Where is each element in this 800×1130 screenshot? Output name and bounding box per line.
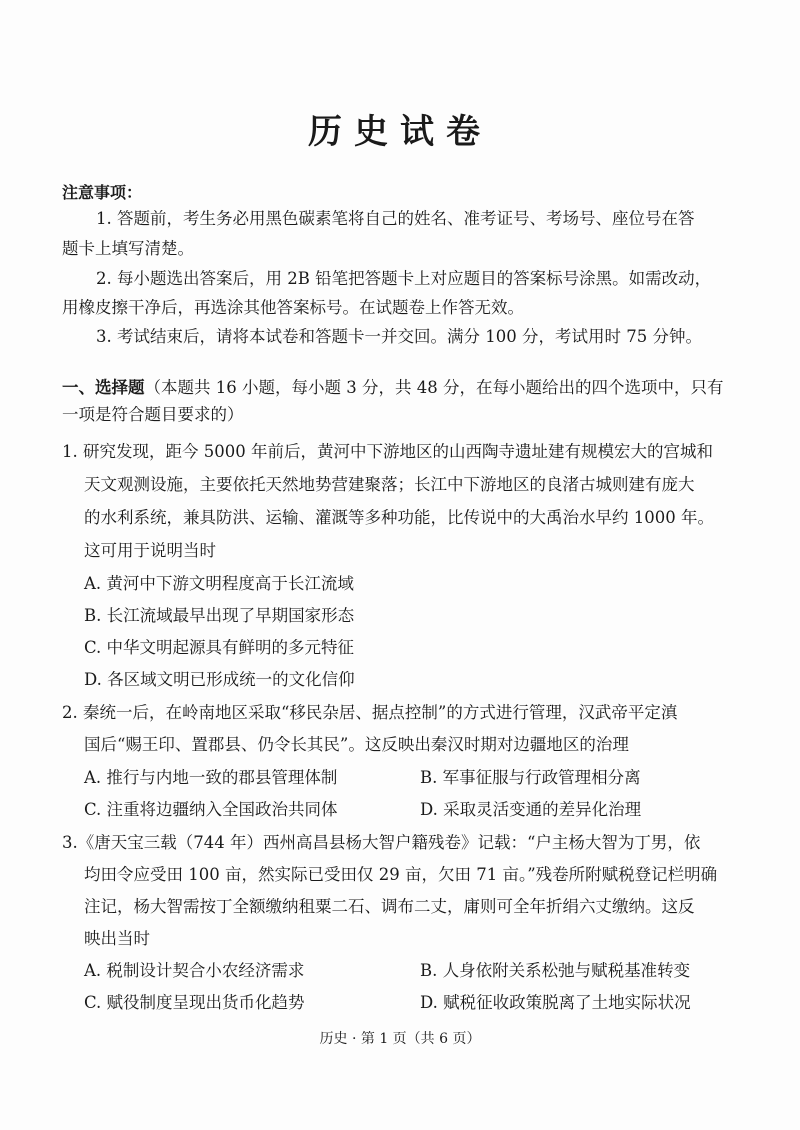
question-1-option-a: A. 黄河中下游文明程度高于长江流域 (84, 574, 354, 593)
question-2-text: 2. 秦统一后，在岭南地区采取“移民杂居、据点控制”的方式进行管理，汉武帝平定滇 (62, 703, 678, 722)
question-2-option-a: A. 推行与内地一致的郡县管理体制 (84, 768, 338, 787)
question-2-option-d: D. 采取灵活变通的差异化治理 (420, 800, 642, 819)
question-3-option-a: A. 税制设计契合小农经济需求 (84, 961, 305, 980)
notice-line: 2. 每小题选出答案后，用 2B 铅笔把答题卡上对应题目的答案标号涂黑。如需改动， (96, 269, 712, 288)
question-1-text: 天文观测设施，主要依托天然地势营建聚落；长江中下游地区的良渚古城则建有庞大 (84, 475, 695, 494)
section-heading-instructions: （本题共 16 小题，每小题 3 分，共 48 分，在每小题给出的四个选项中，只有 (144, 378, 724, 397)
question-1-option-d: D. 各区域文明已形成统一的文化信仰 (84, 670, 355, 689)
page-footer: 历史 · 第 1 页（共 6 页） (319, 1031, 481, 1047)
notice-line: 用橡皮擦干净后，再选涂其他答案标号。在试题卷上作答无效。 (62, 298, 524, 317)
question-2-option-b: B. 军事征服与行政管理相分离 (420, 768, 641, 787)
section-heading-label: 一、选择题 (62, 378, 145, 397)
question-3-text: 均田令应受田 100 亩，然实际已受田仅 29 亩，欠田 71 亩。”残卷所附赋税登记栏明确 (84, 865, 718, 884)
question-3-text: 注记，杨大智需按丁全额缴纳租粟二石、调布二丈，庸则可全年折绢六丈缴纳。这反 (84, 897, 695, 916)
question-1-option-b: B. 长江流域最早出现了早期国家形态 (84, 606, 355, 625)
notice-line: 1. 答题前，考生务必用黑色碳素笔将自己的姓名、准考证号、考场号、座位号在答 (96, 209, 695, 228)
question-1-text: 的水利系统，兼具防洪、运输、灌溉等多种功能，比传说中的大禹治水早约 1000 年。 (84, 508, 714, 527)
question-2-option-c: C. 注重将边疆纳入全国政治共同体 (84, 800, 338, 819)
question-3-option-d: D. 赋税征收政策脱离了土地实际状况 (420, 993, 691, 1012)
section-heading-line2: 一项是符合题目要求的） (62, 405, 244, 424)
notice-heading: 注意事项： (62, 183, 143, 202)
question-3-option-c: C. 赋役制度呈现出货币化趋势 (84, 993, 305, 1012)
question-1-text: 1. 研究发现，距今 5000 年前后，黄河中下游地区的山西陶寺遗址建有规模宏大的宫城和 (62, 442, 713, 461)
question-3-text: 3.《唐天宝三载（744 年）西州高昌县杨大智户籍残卷》记载：“户主杨大智为丁男，依 (62, 833, 701, 852)
question-1-text: 这可用于说明当时 (84, 541, 216, 560)
page-title: 历史试卷 (308, 112, 492, 152)
question-2-text: 国后“赐王印、置郡县、仍令长其民”。这反映出秦汉时期对边疆地区的治理 (84, 735, 629, 754)
question-1-option-c: C. 中华文明起源具有鲜明的多元特征 (84, 638, 355, 657)
notice-line: 3. 考试结束后，请将本试卷和答题卡一并交回。满分 100 分，考试用时 75 分钟。 (96, 327, 702, 346)
notice-line: 题卡上填写清楚。 (62, 239, 194, 258)
question-3-option-b: B. 人身依附关系松弛与赋税基准转变 (420, 961, 691, 980)
question-3-text: 映出当时 (84, 929, 150, 948)
section-heading (62, 374, 723, 398)
